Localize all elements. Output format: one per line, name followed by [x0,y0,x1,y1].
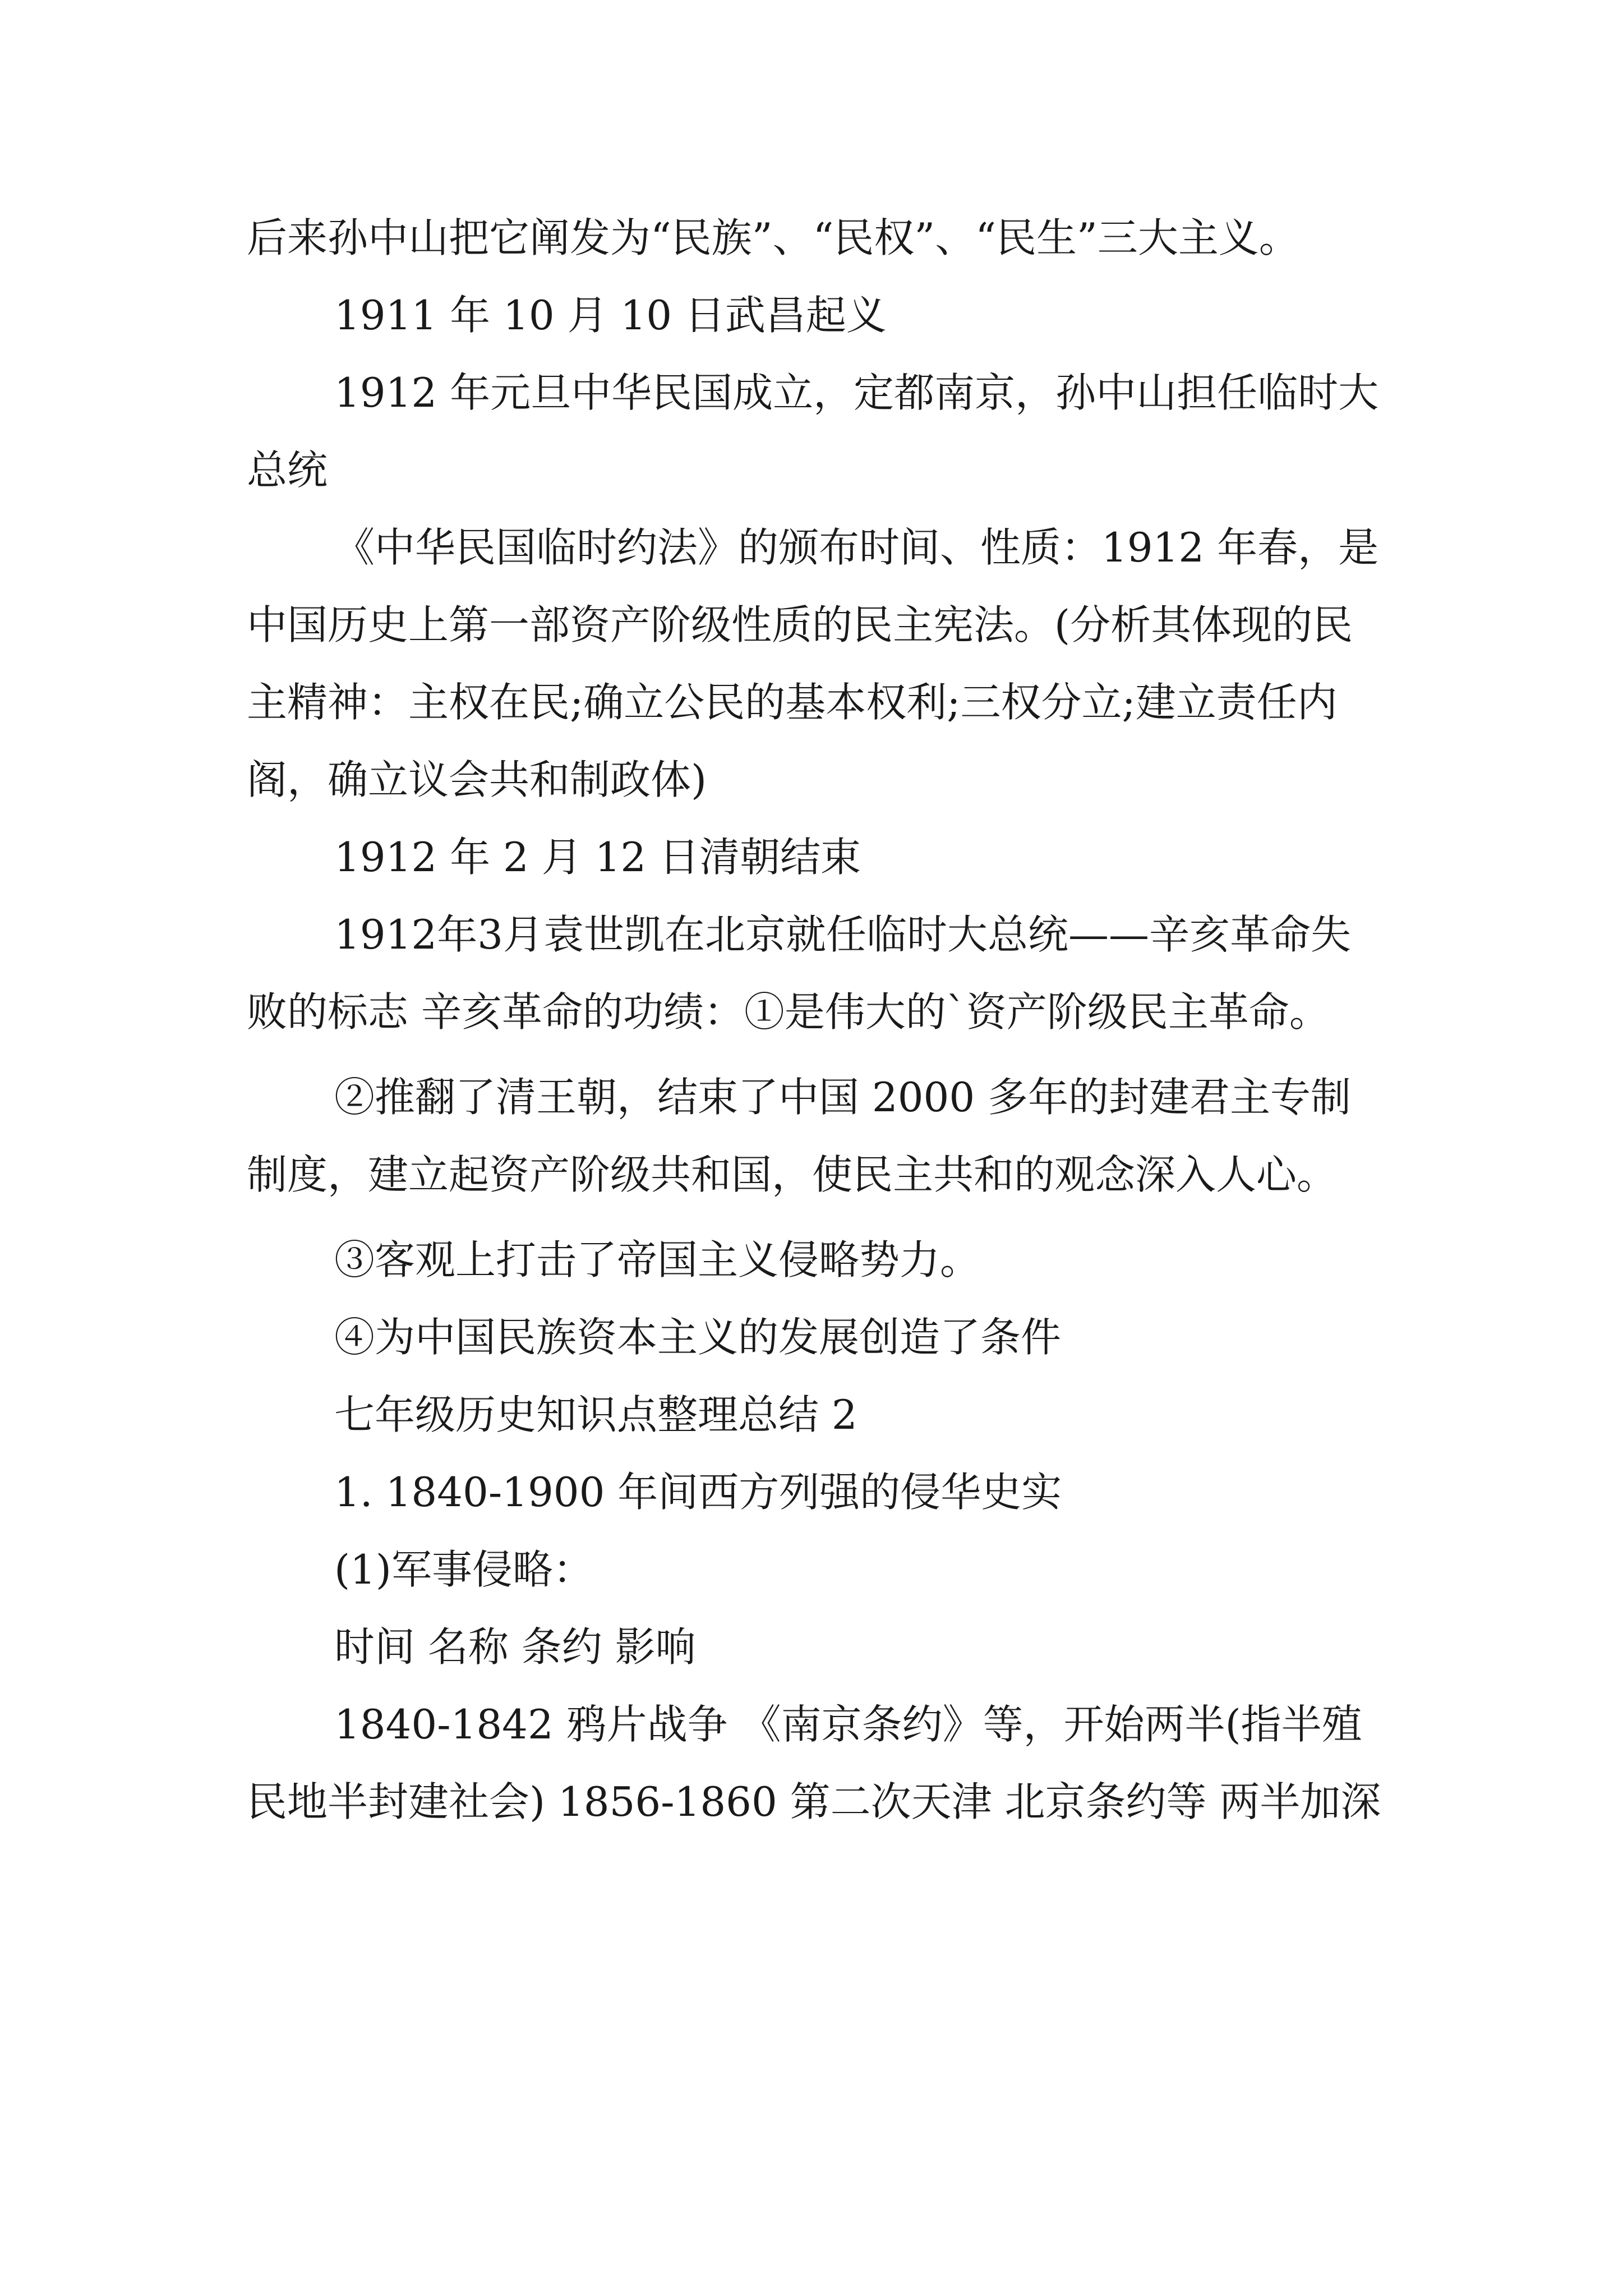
paragraph-qing-ends: 1912 年 2 月 12 日清朝结束 [334,834,861,881]
paragraph-achievement-4: ④为中国民族资本主义的发展创造了条件 [334,1314,1062,1361]
paragraph-military-aggression: (1)军事侵略： [334,1546,593,1593]
paragraph-invasion-heading: 1. 1840-1900 年间西方列强的侵华史实 [334,1469,1062,1516]
paragraph-achievement-2: ②推翻了清王朝，结束了中国 2000 多年的封建君主专制制度，建立起资产阶级共和国，使民主共和的观念深入人心。 [247,1074,1352,1198]
paragraph-achievement-3: ③客观上打击了帝国主义侵略势力。 [334,1236,981,1283]
paragraph-provisional-constitution: 《中华民国临时约法》的颁布时间、性质：1912 年春，是中国历史上第一部资产阶级性质的民主宪法。(分析其体现的民主精神：主权在民;确立公民的基本权利;三权分立;建立责任内阁，确立议会共和制政体) [247,524,1379,803]
paragraph-wuchang-uprising: 1911 年 10 月 10 日武昌起义 [334,292,887,339]
paragraph-table-header: 时间 名称 条约 影响 [334,1623,696,1671]
section-title: 七年级历史知识点整理总结 2 [334,1391,857,1438]
paragraph-yuan-shikai: 1912年3月袁世凯在北京就任临时大总统——辛亥革命失败的标志 辛亥革命的功绩：①是伟大的`资产阶级民主革命。 [247,911,1352,1036]
paragraph-three-principles: 后来孙中山把它阐发为“民族”、“民权”、“民生”三大主义。 [247,214,1299,261]
paragraph-opium-war: 1840-1842 鸦片战争 《南京条约》等，开始两半(指半殖民地半封建社会) 1856-1860 第二次天津 北京条约等 两半加深 [247,1701,1381,1825]
document-body [247,199,1391,1841]
paragraph-roc-founded: 1912 年元旦中华民国成立，定都南京，孙中山担任临时大总统 [247,369,1379,494]
